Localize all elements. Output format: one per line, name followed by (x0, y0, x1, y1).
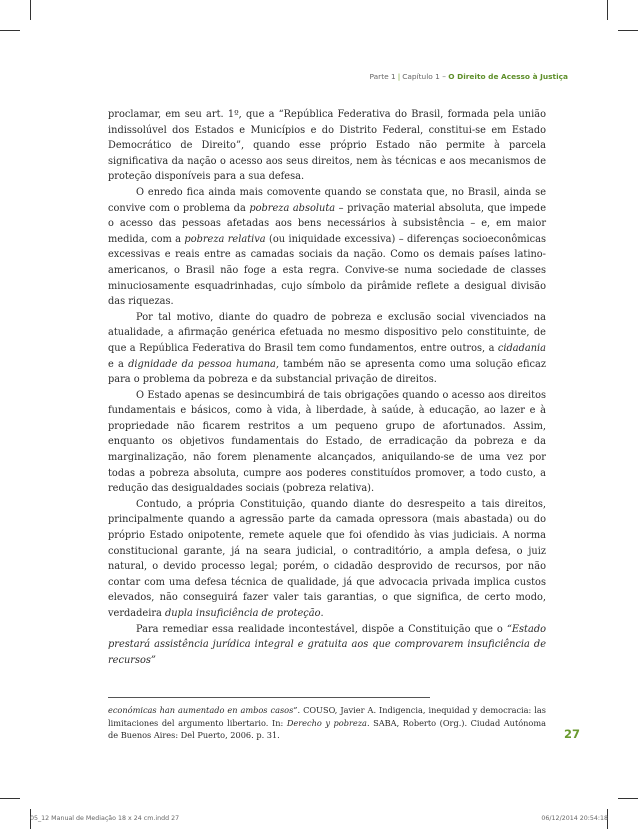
crop-mark (618, 30, 638, 31)
page-number: 27 (563, 727, 580, 741)
paragraph-6 (108, 622, 546, 669)
slug-datetime: 06/12/2014 20:54:18 (541, 815, 608, 822)
text-span: Por tal motivo, diante do quadro de pobreza e exclusão social vivenciados na atualidade, a afirmação genérica efetuada no mesmo dispositivo pelo constituinte, de que a República Federativa do Brasil tem como fundamentos, entre outros, a (108, 311, 546, 354)
paragraph-4: O Estado apenas se desincumbirá de tais obrigações quando o acesso aos direitos fundamentais e básicos, como à vida, à liberdade, à saúde, à educação, ao lazer e à propriedade não ficarem restritos a um pequeno grupo de afortunados. Assim, enquanto os objetivos fundamentais do Estado, de erradicação da pobreza e da marginalização, não forem plenamente alcançados, aniquilando-se de uma vez por todas a pobreza absoluta, cumpre aos poderes constituídos promover, a todo custo, a redução das desigualdades sociais (pobreza relativa). (108, 389, 546, 495)
paragraph-3 (108, 310, 546, 388)
header-chapter: Capítulo 1 – (402, 72, 446, 81)
text-span: (ou iniquidade excessiva) – diferenças socioeconômicas excessivas e reais entre as camadas sociais da nação. Como os demais países latino-americanos, o Brasil não foge a esta regra. Convive-se numa sociedade de classes minuciosamente esquadrinhadas, cujo símbolo da pirâmide reflete a desigual divisão das riquezas. (108, 233, 547, 308)
header-separator: | (397, 72, 401, 81)
paragraph-5 (108, 497, 546, 622)
slug-file: 05_12 Manual de Mediação 18 x 24 cm.indd 27 (30, 815, 180, 822)
text-span: O enredo fica ainda mais comovente quando se constata que, no Brasil, ainda se convive com o problema da (108, 186, 546, 214)
text-span: Para remediar essa realidade incontestável, dispõe a Constituição que o (136, 623, 507, 635)
paragraph-2 (108, 185, 546, 310)
text-span: – privação material absoluta, que impede o acesso das pessoas afetadas aos bens necessários à subsistência – e, em maior medida, com a (108, 202, 546, 245)
emphasis: Derecho y pobreza (286, 717, 367, 728)
crop-mark (618, 798, 638, 799)
body-text (108, 107, 546, 668)
paragraph-1: proclamar, em seu art. 1º, que a “República Federativa do Brasil, formada pela união indissolúvel dos Estados e Municípios e do Distrito Federal, constitui-se em Estado Democrático de Direito”, quando esse próprio Estado não permite à parcela significativa da nação o acesso aos seus direitos, nem às técnicas e aos mecanismos de proteção disponíveis para a sua defesa. (108, 109, 546, 183)
crop-mark (30, 0, 31, 20)
emphasis: dupla insuficiência de proteção (164, 608, 321, 619)
text-span: . (320, 608, 324, 619)
text-span: . SABA, Roberto (Org.). Ciudad Autónoma de Buenos Aires: Del Puerto, 2006. p. 31. (108, 717, 547, 741)
crop-mark (607, 0, 608, 20)
emphasis: pobreza relativa (184, 233, 266, 245)
text-span: e a (108, 358, 129, 370)
crop-mark (0, 798, 20, 799)
header-title: O Direito de Acesso à Justiça (448, 72, 568, 81)
emphasis: “Estado prestará assistência jurídica integral e gratuita aos que comprovarem insuficiência de recursos” (108, 623, 546, 666)
emphasis: económicas han aumentado en ambos casos”. (108, 705, 301, 715)
footnote (108, 704, 546, 742)
text-span: Contudo, a própria Constituição, quando diante do desrespeito a tais direitos, principalmente quando a agressão parte da camada opressora (mais abastada) ou do próprio Estado onipotente, remete aquele que foi ofendido às vias judiciais. A norma constitucional garante, já na seara judicial, o contraditório, a ampla defesa, o juiz natural, o devido processo legal; porém, o cidadão desprovido de recursos, por não contar com uma defesa técnica de qualidade, já que advocacia privada implica custos elevados, não conseguirá fazer valer tais garantias, o que significa, de certo modo, verdadeira (108, 498, 546, 619)
emphasis: dignidade da pessoa humana, (128, 358, 280, 370)
emphasis: pobreza absoluta (249, 202, 336, 214)
footnote-divider (108, 697, 430, 698)
running-header (370, 72, 569, 81)
emphasis: cidadania (497, 342, 546, 354)
text-span: também não se apresenta como uma solução eficaz para o problema da pobreza e da substancial privação de direitos. (108, 358, 546, 386)
text-span: COUSO, Javier A. Indigencia, inequidad y democracia: las limitaciones del argumento libertario. In: (108, 705, 546, 728)
header-part: Parte 1 (369, 72, 396, 81)
crop-mark (0, 30, 20, 31)
